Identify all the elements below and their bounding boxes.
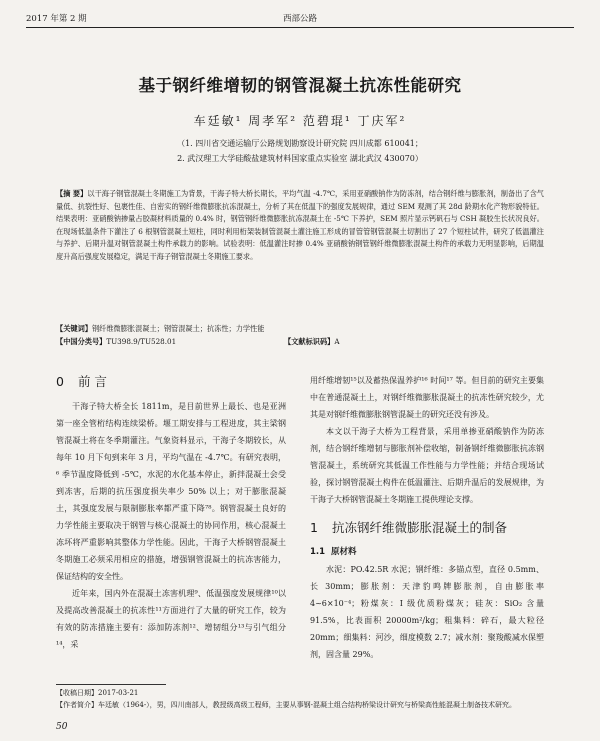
author-list: 车廷敏¹ 周孝军² 范碧琨¹ 丁庆军²	[193, 114, 407, 128]
section-1-heading	[310, 518, 544, 538]
section-0-title: 前 言	[77, 374, 107, 389]
subsection-1-1-title: 原材料	[330, 547, 357, 557]
intro-paragraph-1: 干海子特大桥全长 1811m，是目前世界上最长、也是亚洲第一座全管桁结构连续梁桥。堰工期安排与工程进度，其主梁钢管混凝土将在冬季期灌注。气象资料显示，干海子冬期较长，从每年 10 月下旬到来年 3 月，平均气温在 -4.7℃。有研究表明，⁶ 季节温度降低到 -5℃，水泥的水化基本停止，新拌混凝土会受到冻害，后期的抗压强度损失率少 50% 以上；对于膨胀混凝土，其强度发展与限制膨胀率都严重下降⁷⁸。钢管混凝土良好的力学性能主要取决于钢管与核心混凝土的协同作用，核心混凝土冻坏将严重影响其整体力学性能。因此，干海子大桥钢管混凝土冬期施工必须采用相应的措施，增强钢管混凝土的抗冻害能力，保证结构的安全性。	[56, 402, 286, 581]
header-issue: 2017 年第 2 期	[26, 14, 87, 24]
header-journal: 西部公路	[282, 14, 317, 24]
subsection-1-1-number: 1.1	[310, 547, 326, 557]
intro-paragraph-2: 近年来，国内外在混凝土冻害机理⁹、低温强度发展规律¹⁰以及提高改善混凝土的抗冻性¹¹方面进行了大量的研究工作，较为有效的防冻措施主要有：添加防冻剂¹²、增韧组分¹³与引气组分¹⁴，采	[56, 589, 286, 649]
footnote	[56, 688, 544, 711]
classification-row	[56, 337, 544, 347]
paper-title: 基于钢纤维增韧的钢管混凝土抗冻性能研究	[138, 76, 462, 95]
abstract	[56, 188, 544, 263]
affiliation-2: 2. 武汉理工大学硅酸盐建筑材料国家重点实验室 湖北武汉 430070）	[177, 154, 423, 163]
section-1-number: 1	[310, 520, 318, 535]
keywords-row	[56, 324, 544, 334]
doc-code-label: 【文献标识码】	[284, 337, 335, 346]
intro-paragraph-4: 本文以干海子大桥为工程背景，采用单掺亚硝酸钠作为防冻剂，结合钢纤维增韧与膨胀剂补偿收缩，制备钢纤维微膨胀抗冻钢管混凝土，系统研究其低温工作性能与力学性能；并结合现场试验，探讨钢管混凝土构件在低温灌注、后期升温后的发展规律，为干海子大桥钢管混凝土冬期施工提供理论支撑。	[310, 427, 544, 504]
doc-code	[284, 337, 340, 347]
footnote-bio: 【作者简介】车廷敏（1964-），男，四川南部人，教授级高级工程师，主要从事钢-混凝土组合结构桥梁设计研究与桥梁高性能混凝土制备技术研究。	[56, 700, 517, 709]
classification-value: TU398.9/TU528.01	[106, 337, 177, 346]
right-column	[310, 372, 544, 663]
intro-paragraph-3: 用纤维增韧¹⁵以及蓄热保温养护¹⁶ 时间¹⁷ 等。但目前的研究主要集中在普通混凝土上，对钢纤维微膨胀混凝土的抗冻性研究较少，尤其是对钢纤维微膨胀钢管混凝土的研究还没有涉及。	[310, 376, 544, 419]
page-number: 50	[56, 722, 68, 732]
left-column	[56, 372, 286, 653]
abstract-text: 以干海子钢管混凝土冬期施工为背景，干海子特大桥长期长，平均气温 -4.7℃，采用亚硝酸钠作为防冻剂，结合钢纤维与膨胀剂，制备出了含气量低、抗裂性好、包裹性佳、自密实的钢纤维微膨胀抗冻混凝土，分析了其在低温下的强度发展规律，通过 SEM 观测了其 28d 龄期水化产物形貌特征。结果表明：亚硝酸钠掺量占胶凝材料质量的 0.4% 时，钢管钢纤维微膨胀抗冻混凝土在 -5℃ 下养护，SEM 照片显示钙矾石与 CSH 凝胶生长状况良好。在现场低温条件下灌注了 6 根钢管混凝土短柱，同时利用桁架装制管混凝土灌注施工形成的冒管管钢管混凝土切割出了 27 个短柱试件，研究了低温灌注与养护、后期升温对钢管混凝土构件承载力的影响。试验表明：低温灌注时掺 0.4% 亚硝酸钠钢管钢纤维微膨胀混凝土构件的承载力无明显影响，后期温度升高后强度发展稳定，满足干海子钢管混凝土冬期施工要求。	[56, 189, 544, 261]
doc-code-value: A	[334, 337, 340, 346]
abstract-label: 【摘 要】	[56, 189, 88, 198]
running-header	[26, 12, 574, 26]
header-rule	[26, 27, 574, 28]
section-1-title: 抗冻钢纤维微膨胀混凝土的制备	[331, 520, 507, 535]
keywords-text: 钢纤维微膨胀混凝土；钢管混凝土；抗冻性；力学性能	[91, 324, 265, 333]
subsection-1-1-heading	[310, 544, 544, 561]
affiliation-1: （1. 四川省交通运输厅公路规划勘察设计研究院 四川成都 610041；	[177, 139, 423, 148]
classification-label: 【中国分类号】	[56, 337, 107, 346]
footnote-received: 【收稿日期】2017-03-21	[56, 689, 139, 697]
section-0-heading	[56, 372, 286, 392]
materials-paragraph: 水泥：PO.42.5R 水泥；钢纤维：多锚点型，直径 0.5mm、长 30mm；膨胀剂：天津豹鸣牌膨胀剂，自由膨胀率 4~6×10⁻⁴；粉煤灰：I 级优质粉煤灰；硅灰：SiO₂ 含量 91.5%，比表面积 20000m²/kg；粗集料：碎石，最大粒径 20mm；细集料：河沙，细度模数 2.7；减水剂：聚羧酸减水保塑剂，固含量 29%。	[310, 565, 544, 659]
section-0-number: 0	[56, 374, 64, 389]
keywords-label: 【关键词】	[56, 324, 92, 333]
footnote-rule	[56, 684, 166, 685]
